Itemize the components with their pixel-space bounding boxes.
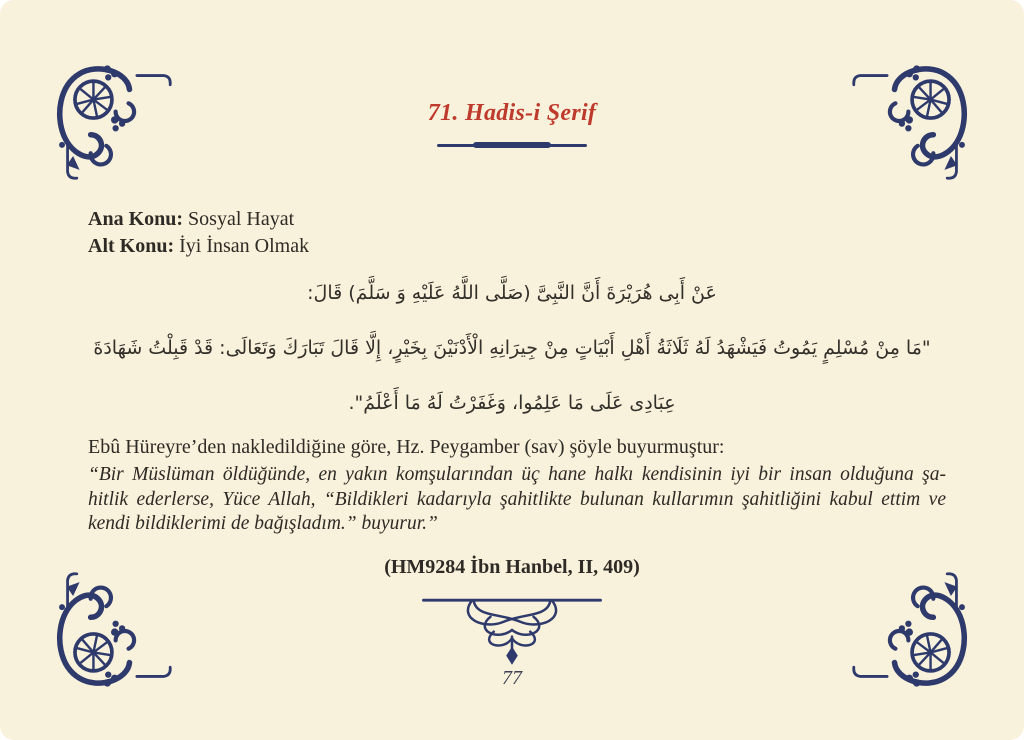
arabic-line-1: عَنْ أَبِى هُرَيْرَةَ أَنَّ النَّبِىَّ (صَلَّى اللَّهُ عَلَيْهِ وَ سَلَّمَ) قَالَ: bbox=[307, 282, 717, 304]
topic-block bbox=[88, 206, 309, 260]
arabic-line-3: عِبَادِى عَلَى مَا عَلِمُوا، وَغَفَرْتُ لَهُ مَا أَعْلَمُ". bbox=[348, 392, 676, 414]
sub-topic-row bbox=[88, 233, 309, 260]
sub-topic-label: Alt Konu: bbox=[88, 235, 175, 257]
translation-quote bbox=[88, 463, 946, 537]
translation-intro: Ebû Hüreyre’den nakledildiğine göre, Hz. Peygamber (sav) şöyle buyurmuştur: bbox=[88, 436, 725, 458]
sub-topic-value: İyi İnsan Olmak bbox=[179, 235, 310, 257]
source-citation: (HM9284 İbn Hanbel, II, 409) bbox=[384, 556, 640, 578]
page-number: 77 bbox=[502, 667, 522, 689]
hadith-arabic-text bbox=[0, 266, 1024, 431]
translation-line-2: hitlik ederlerse, Yüce Allah, “Bildikleri kadarıyla şahitlikte bulunan kullarımın şahitliğini kabul ettim ve bbox=[88, 488, 946, 510]
translation-line-1: “Bir Müslüman öldüğünde, en yakın komşularından üç hane halkı kendisinin iyi bir insan olduğuna şa- bbox=[88, 464, 946, 485]
main-topic-row bbox=[88, 206, 309, 233]
arabic-line-2: "مَا مِنْ مُسْلِمٍ يَمُوتُ فَيَشْهَدُ لَهُ ثَلَاثَةُ أَهْلِ أَبْيَاتٍ مِنْ جِيرَانِهِ الْأَدْنَيْنَ بِخَيْرٍ، إِلَّا قَالَ تَبَارَكَ وَتَعَالَى: قَدْ قَبِلْتُ شَهَادَةَ bbox=[93, 337, 931, 359]
title-divider bbox=[437, 141, 587, 149]
translation-line-3: kendi bildiklerimi de bağışladım.” buyurur.” bbox=[88, 513, 438, 535]
main-topic-value: Sosyal Hayat bbox=[188, 208, 295, 230]
footer-flourish-icon bbox=[0, 595, 1024, 665]
page-title: 71. Hadis-i Şerif bbox=[427, 100, 597, 126]
main-topic-label: Ana Konu: bbox=[88, 208, 184, 230]
